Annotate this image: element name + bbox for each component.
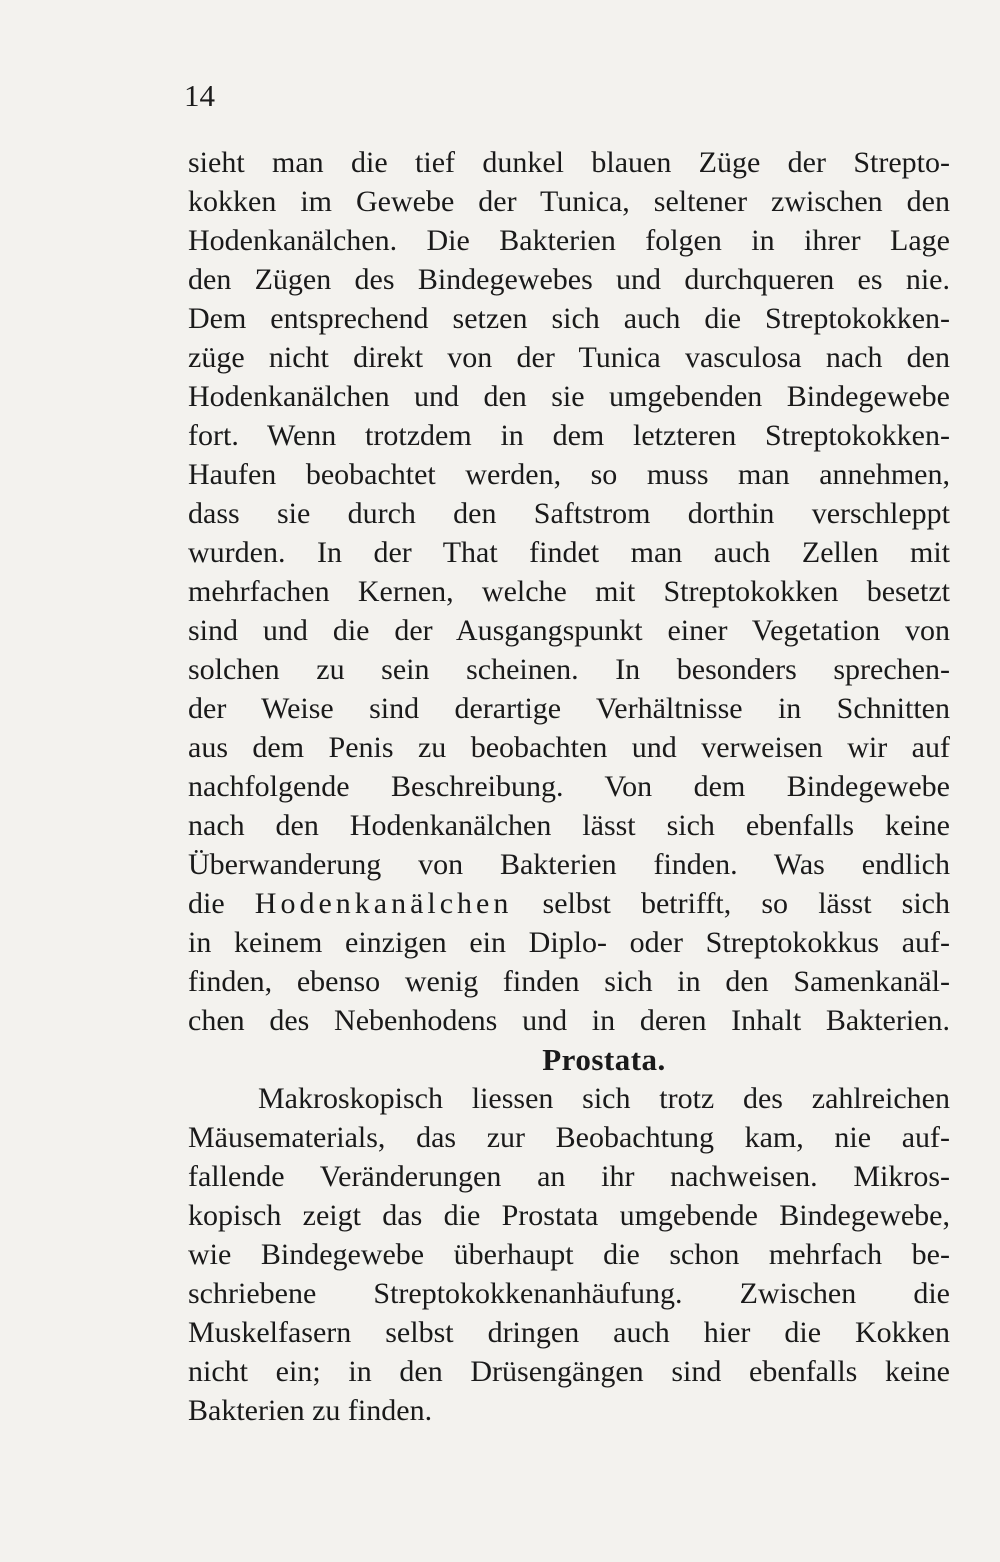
text-line: Muskelfasern selbst dringen auch hier die Kokken: [188, 1316, 950, 1349]
paragraph-testis: [188, 143, 950, 1040]
text-line: Hodenkanälchen und den sie umgebenden Bindegewebe: [188, 380, 950, 413]
text-line: züge nicht direkt von der Tunica vasculosa nach den: [188, 341, 950, 374]
text-line: finden, ebenso wenig finden sich in den Samenkanäl-: [188, 965, 950, 998]
text-line: in keinem einzigen ein Diplo- oder Streptokokkus auf-: [188, 926, 950, 959]
text-line: kopisch zeigt das die Prostata umgebende Bindegewebe,: [188, 1199, 950, 1232]
text-line: der Weise sind derartige Verhältnisse in Schnitten: [188, 692, 950, 725]
text-line: chen des Nebenhodens und in deren Inhalt Bakterien.: [188, 1004, 950, 1037]
text-line: wurden. In der That findet man auch Zellen mit: [188, 536, 950, 569]
text-line: Makroskopisch liessen sich trotz des zahlreichen: [258, 1082, 950, 1115]
text-line: kokken im Gewebe der Tunica, seltener zwischen den: [188, 185, 950, 218]
text-line: sieht man die tief dunkel blauen Züge der Strepto-: [188, 146, 950, 179]
text-line: den Zügen des Bindegewebes und durchqueren es nie.: [188, 263, 950, 296]
emphasized-word: Hodenkanälchen: [254, 887, 513, 920]
text-line: Dem entsprechend setzen sich auch die Streptokokken-: [188, 302, 950, 335]
text-line: Hodenkanälchen. Die Bakterien folgen in ihrer Lage: [188, 224, 950, 257]
section-heading: Prostata.: [542, 1042, 666, 1077]
paragraph-prostata: [188, 1079, 950, 1430]
text-line: solchen zu sein scheinen. In besonders sprechen-: [188, 653, 950, 686]
text-line-with-spaced-word: [188, 884, 950, 923]
text-line: Überwanderung von Bakterien finden. Was endlich: [188, 848, 950, 881]
text-line: nicht ein; in den Drüsengängen sind ebenfalls keine: [188, 1355, 950, 1388]
text-segment: selbst betrifft, so lässt sich: [542, 887, 950, 920]
text-line: nachfolgende Beschreibung. Von dem Bindegewebe: [188, 770, 950, 803]
text-line: sind und die der Ausgangspunkt einer Vegetation von: [188, 614, 950, 647]
text-line: Haufen beobachtet werden, so muss man annehmen,: [188, 458, 950, 491]
text-line: dass sie durch den Saftstrom dorthin verschleppt: [188, 497, 950, 530]
text-line: schriebene Streptokokkenanhäufung. Zwischen die: [188, 1277, 950, 1310]
text-line: wie Bindegewebe überhaupt die schon mehrfach be-: [188, 1238, 950, 1271]
body-text: [188, 143, 950, 1430]
text-line: fallende Veränderungen an ihr nachweisen. Mikros-: [188, 1160, 950, 1193]
text-line: nach den Hodenkanälchen lässt sich ebenfalls keine: [188, 809, 950, 842]
text-line: mehrfachen Kernen, welche mit Streptokokken besetzt: [188, 575, 950, 608]
text-line: aus dem Penis zu beobachten und verweisen wir auf: [188, 731, 950, 764]
text-line: Mäusematerials, das zur Beobachtung kam, nie auf-: [188, 1121, 950, 1154]
page-number: 14: [184, 78, 215, 113]
text-segment: die: [188, 887, 225, 920]
text-line: Bakterien zu finden.: [188, 1394, 433, 1427]
text-line: fort. Wenn trotzdem in dem letzteren Streptokokken-: [188, 419, 950, 452]
